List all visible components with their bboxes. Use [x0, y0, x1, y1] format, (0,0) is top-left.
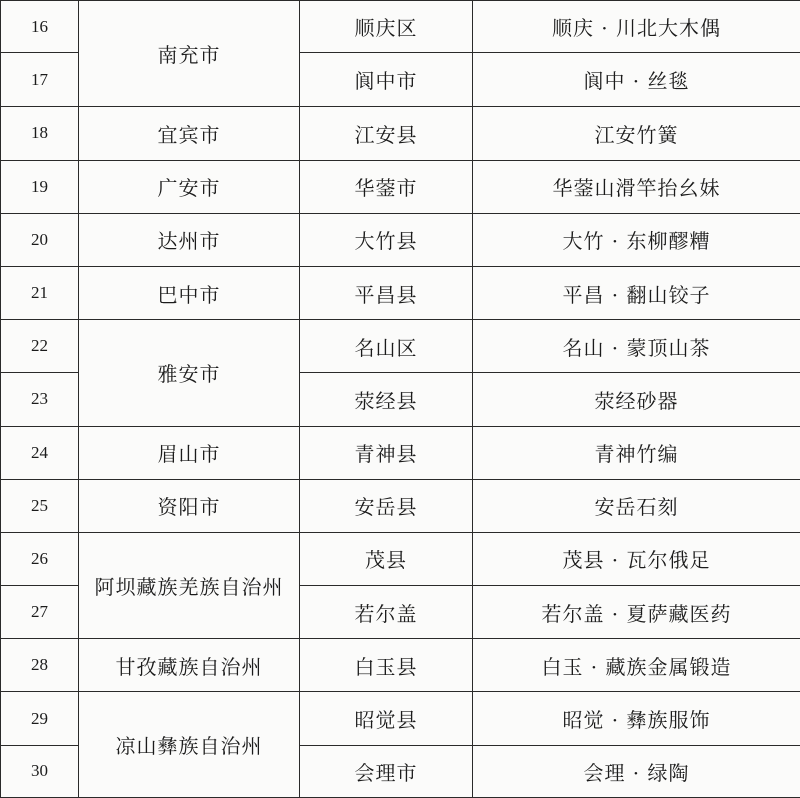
project-cell: 若尔盖 · 夏萨藏医药	[473, 586, 800, 639]
city-cell: 广安市	[79, 160, 300, 213]
row-number: 17	[1, 53, 79, 107]
row-number: 26	[1, 532, 79, 585]
city-cell: 凉山彝族自治州	[79, 692, 300, 798]
row-number: 23	[1, 373, 79, 426]
project-cell: 阆中 · 丝毯	[473, 53, 800, 107]
row-number: 29	[1, 692, 79, 745]
project-cell: 顺庆 · 川北大木偶	[473, 1, 800, 53]
county-cell: 昭觉县	[300, 692, 473, 745]
county-cell: 江安县	[300, 107, 473, 160]
project-cell: 茂县 · 瓦尔俄足	[473, 532, 800, 585]
row-number: 28	[1, 639, 79, 692]
table-row	[1, 639, 800, 692]
table-row	[1, 320, 800, 373]
city-cell: 宜宾市	[79, 107, 300, 160]
county-cell: 青神县	[300, 426, 473, 479]
row-number: 25	[1, 479, 79, 532]
row-number: 24	[1, 426, 79, 479]
city-cell: 巴中市	[79, 266, 300, 319]
table-row	[1, 107, 800, 160]
table-row	[1, 266, 800, 319]
row-number: 19	[1, 160, 79, 213]
project-cell: 华蓥山滑竿抬幺妹	[473, 160, 800, 213]
county-cell: 安岳县	[300, 479, 473, 532]
county-cell: 顺庆区	[300, 1, 473, 53]
project-cell: 平昌 · 翻山铰子	[473, 266, 800, 319]
county-cell: 白玉县	[300, 639, 473, 692]
county-cell: 阆中市	[300, 53, 473, 107]
city-cell: 资阳市	[79, 479, 300, 532]
project-cell: 会理 · 绿陶	[473, 745, 800, 797]
city-cell: 南充市	[79, 1, 300, 107]
county-cell: 若尔盖	[300, 586, 473, 639]
table-row	[1, 479, 800, 532]
table-row	[1, 426, 800, 479]
city-cell: 达州市	[79, 213, 300, 266]
project-cell: 青神竹编	[473, 426, 800, 479]
table-row	[1, 692, 800, 745]
row-number: 30	[1, 745, 79, 797]
row-number: 16	[1, 1, 79, 53]
row-number: 20	[1, 213, 79, 266]
county-cell: 名山区	[300, 320, 473, 373]
city-cell: 甘孜藏族自治州	[79, 639, 300, 692]
county-cell: 大竹县	[300, 213, 473, 266]
table-row	[1, 1, 800, 53]
table-row	[1, 160, 800, 213]
county-cell: 茂县	[300, 532, 473, 585]
table-row	[1, 213, 800, 266]
row-number: 21	[1, 266, 79, 319]
project-cell: 白玉 · 藏族金属锻造	[473, 639, 800, 692]
project-cell: 江安竹簧	[473, 107, 800, 160]
project-cell: 荥经砂器	[473, 373, 800, 426]
table-row	[1, 532, 800, 585]
row-number: 22	[1, 320, 79, 373]
row-number: 18	[1, 107, 79, 160]
project-cell: 名山 · 蒙顶山茶	[473, 320, 800, 373]
county-cell: 华蓥市	[300, 160, 473, 213]
county-cell: 荥经县	[300, 373, 473, 426]
city-cell: 眉山市	[79, 426, 300, 479]
city-cell: 雅安市	[79, 320, 300, 426]
county-cell: 平昌县	[300, 266, 473, 319]
project-cell: 大竹 · 东柳醪糟	[473, 213, 800, 266]
city-cell: 阿坝藏族羌族自治州	[79, 532, 300, 638]
project-cell: 安岳石刻	[473, 479, 800, 532]
row-number: 27	[1, 586, 79, 639]
project-cell: 昭觉 · 彝族服饰	[473, 692, 800, 745]
county-cell: 会理市	[300, 745, 473, 797]
